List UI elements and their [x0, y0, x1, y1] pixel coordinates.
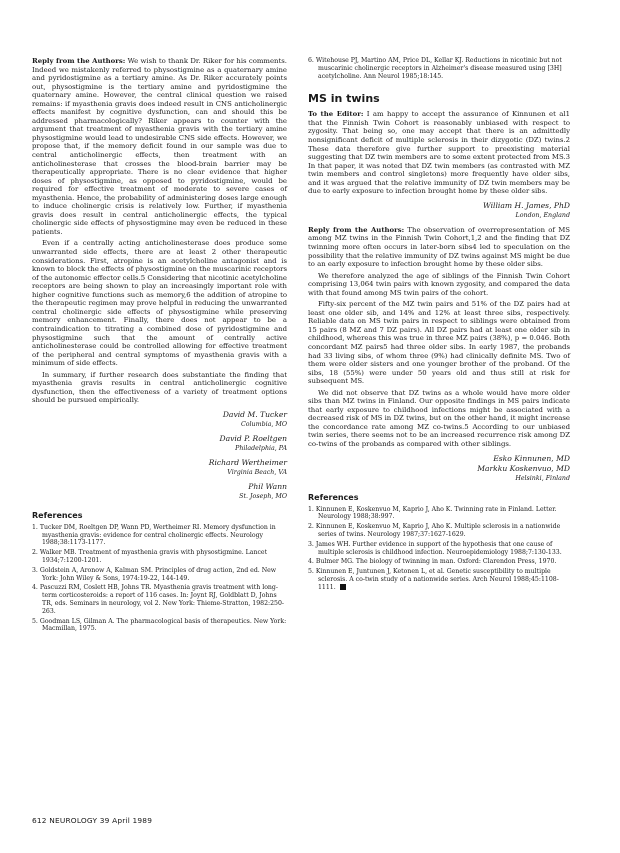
- page-footer: 612 NEUROLOGY 39 April 1989: [32, 816, 153, 825]
- signature-place: Virginia Beach, VA: [227, 468, 287, 476]
- reference-item: [308, 568, 570, 591]
- author-signature: [308, 201, 570, 220]
- reply-body: The observation of overrepresentation of MS among MZ twins in the Finnish Twin Cohort,1,2 and the finding that DZ twinning more often occurs in later-born sibs4 led to speculation on the possibility that the relative immunity of DZ twins against MS might be due to an early exposure to infection brought home by these older sibs.: [308, 225, 570, 269]
- reference-list-continued: [308, 57, 570, 80]
- reference-item: 5. Goodman LS, Gilman A. The pharmacological basis of therapeutics. New York: Macmillan, 1975.: [32, 617, 287, 633]
- body-paragraph: We did not observe that DZ twins as a whole would have more older sibs than MZ twins in Finland. Our opposite findings in MS pairs indicate that early exposure to childhood infections might be associated with a decreased risk of MS in DZ twins, but on the other hand, it might increase the concordance rate among MZ co-twins.5 According to our unbiased twin series, there seems not to be an increased recurrence risk among DZ co-twins of the probands as compared with other siblings.: [308, 388, 570, 448]
- reference-item: 1. Tucker DM, Roeltgen DP, Wann PD, Wertheimer RI. Memory dysfunction in myasthenia gravis: evidence for central cholinergic effects. Neurology 1988;38:1173-1177.: [32, 523, 276, 547]
- signature-name: Phil Wann: [248, 481, 287, 491]
- end-of-article-mark: [340, 584, 346, 590]
- references-heading: References: [308, 492, 359, 502]
- section-title: MS in twins: [308, 92, 380, 106]
- signature-name: David P. Roeltgen: [219, 433, 287, 443]
- editor-body: I am happy to accept the assurance of Kinnunen et al1 that the Finnish Twin Cohort is reasonably unbiased with respect to zygosity. That being so, one may accept that there is an admittedly nonsignificant deficit of multiple sclerosis in their dizygotic (DZ) twins.2 These data therefore give further support to preexisting material suggesting that DZ twin members are to some extent protected from MS.3 In that paper, it was noted that DZ twin members (as contrasted with MZ twin members and control singletons) more frequently have older sibs, and it was argued that the relative immunity of DZ twin members may be due to early exposure to infection brought home by these older sibs.: [308, 110, 570, 196]
- references-heading: References: [32, 510, 83, 520]
- left-column: [32, 57, 287, 635]
- body-paragraph: In summary, if further research does substantiate the finding that myasthenia gravis results in central anticholinergic cognitive dysfunction, then the effectiveness of a variety of treatment options should be pursued empirically.: [32, 370, 287, 405]
- signature-name: Esko Kinnunen, MD: [493, 453, 570, 463]
- reply-lead: Reply from the Authors:: [32, 57, 126, 65]
- signature-place: Columbia, MO: [240, 420, 287, 428]
- signature-place: St. Joseph, MO: [239, 492, 287, 500]
- signature-place: Philadelphia, PA: [235, 444, 287, 452]
- reference-list: [32, 524, 287, 633]
- reference-item: 4. Pascuzzi RM, Coslett HB, Johns TR. Myasthenia gravis treatment with long-term corticosteroids: a report of 116 cases. In: Joynt RJ, Goldblatt D, Johns TR, eds. Seminars in neurology, vol 2. New York: Thieme-Stratton, 1982:250-263.: [32, 584, 284, 615]
- body-paragraph: Even if a centrally acting anticholinesterase does produce some unwarranted side effects, there are at least 2 other therapeutic considerations. First, atropine is an acetylcholine antagonist and is known to block the effects of physostigmine on the muscarinic receptors of the autonomic effector cells.5 Considering that nicotinic acetylcholine receptors are being shown to play an increasingly important role with higher cognitive functions such as memory,6 the addition of atropine to the therapeutic regimen may prove helpful in reducing the unwarranted central cholinergic side effects of physostigmine while preserving memory enhancement. Finally, there does not appear to be a contraindication to titrating a combined dose of pyridostigmine and physostigmine such that the amount of centrally active anticholinesterase could be controlled allowing for effective treatment of the peripheral and central symptoms of myasthenia gravis with a minimum of side effects.: [32, 239, 287, 368]
- editor-lead: To the Editor:: [308, 110, 364, 119]
- reference-item: 4. Bulmer MG. The biology of twinning in man. Oxford: Clarendon Press, 1970.: [308, 558, 557, 566]
- body-paragraph: We therefore analyzed the age of siblings of the Finnish Twin Cohort comprising 13,064 twin pairs with known zygosity, and compared the data with that found among MS twin pairs of the cohort.: [308, 271, 570, 297]
- reference-item: 2. Walker MB. Treatment of myasthenia gravis with physostigmine. Lancet 1934;7:1200-1201.: [32, 549, 268, 565]
- reference-item: 2. Kinnunen E, Koskenvuo M, Kaprio J, Aho K. Multiple sclerosis in a nationwide series of twins. Neurology 1987;37:1627-1629.: [308, 523, 561, 538]
- signature-place: London, England: [515, 211, 570, 219]
- reference-item: 3. Goldstein A, Aronow A, Kalman SM. Principles of drug action, 2nd ed. New York: John Wiley & Sons, 1974:19-22, 144-149.: [32, 566, 277, 582]
- reply-authors-paragraph: [32, 57, 287, 236]
- body-paragraph: Fifty-six percent of the MZ twin pairs and 51% of the DZ pairs had at least one older sib, and 14% and 12% at least three sibs, respectively. Reliable data on MS twin pairs in respect to siblings were obtained from 15 pairs (8 MZ and 7 DZ pairs). All DZ pairs had at least one older sib in childhood, whereas this was true in three MZ pairs (38%), p = 0.046. Both concordant MZ pairs5 had three older sibs. In early 1987, the probands had 33 living sibs, of whom three (9%) had clinically definite MS. Two of them were older sisters and one younger brother of the proband. Of the sibs, 18 (55%) were under 50 years old and thus still at risk for subsequent MS.: [308, 300, 570, 386]
- reference-item: 1. Kinnunen E, Koskenvuo M, Kaprio J, Aho K. Twinning rate in Finland. Letter. Neurology 1988;38:997.: [308, 505, 557, 521]
- author-signatures: [308, 454, 570, 483]
- reference-list: [308, 506, 570, 592]
- right-column: [308, 57, 570, 594]
- editor-letter-paragraph: [308, 110, 570, 195]
- signature-place: Helsinki, Finland: [515, 474, 570, 482]
- reply-lead: Reply from the Authors:: [308, 225, 405, 234]
- signature-name: Markku Koskenvuo, MD: [477, 463, 570, 473]
- reference-item: 6. Witehouse PJ, Martino AM, Price DL, Kellar KJ. Reductions in nicotinic but not muscarinic cholinergic receptors in Alzheimer's disease measured using [3H] acetylcholine. Ann Neurol 1985;18:145.: [308, 57, 562, 80]
- reference-item: 3. James WH. Further evidence in support of the hypothesis that one cause of multiple sclerosis is childhood infection. Neuroepidemiology 1988;7:130-133.: [308, 540, 562, 556]
- signature-name: David M. Tucker: [222, 409, 287, 419]
- reply-authors-paragraph: [308, 226, 570, 269]
- signature-name: William H. James, PhD: [482, 200, 570, 210]
- author-signatures: [32, 410, 287, 501]
- reference-text: 5. Kinnunen E, Juntunen J, Ketonen L, et al. Genetic susceptibility to multiple sclerosis. A co-twin study of a nationwide series. Arch Neurol 1988;45:1108-1111.: [308, 568, 559, 591]
- reply-body: We wish to thank Dr. Riker for his comments. Indeed we mistakenly referred to physostigmine as a quaternary amine and pyridostigmine as a tertiary amine. As Dr. Riker accurately points out, physostigmine is the tertiary amine and pyridostigmine the quaternary amine. However, the central clinical question we raised remains: if myasthenia gravis does indeed result in CNS anticholinergic effects manifest by cognitive dysfunction, can and should this be addressed pharmacologically? Riker appears to counter with the argument that treatment of myasthenia gravis with the tertiary amine physostigmine would lead to undesirable CNS side effects. However, we propose that, if the memory deficit found in our sample was due to central anticholinergic effects, then treatment with an anticholinesterase that crosses the blood-brain barrier may be therapeutically appropriate. There is no clear evidence that higher doses of physostigmine, as opposed to pyridostigmine, would be required for effective treatment of moderate to severe cases of myasthenia. Hence, the probability of administering doses large enough to induce cholinergic crisis is relatively low. Further, if myasthenia gravis does result in central anticholinergic effects, the typical cholinergic side effects of physostigmine may even be reduced in these patients.: [32, 57, 287, 236]
- signature-name: Richard Wertheimer: [208, 457, 287, 467]
